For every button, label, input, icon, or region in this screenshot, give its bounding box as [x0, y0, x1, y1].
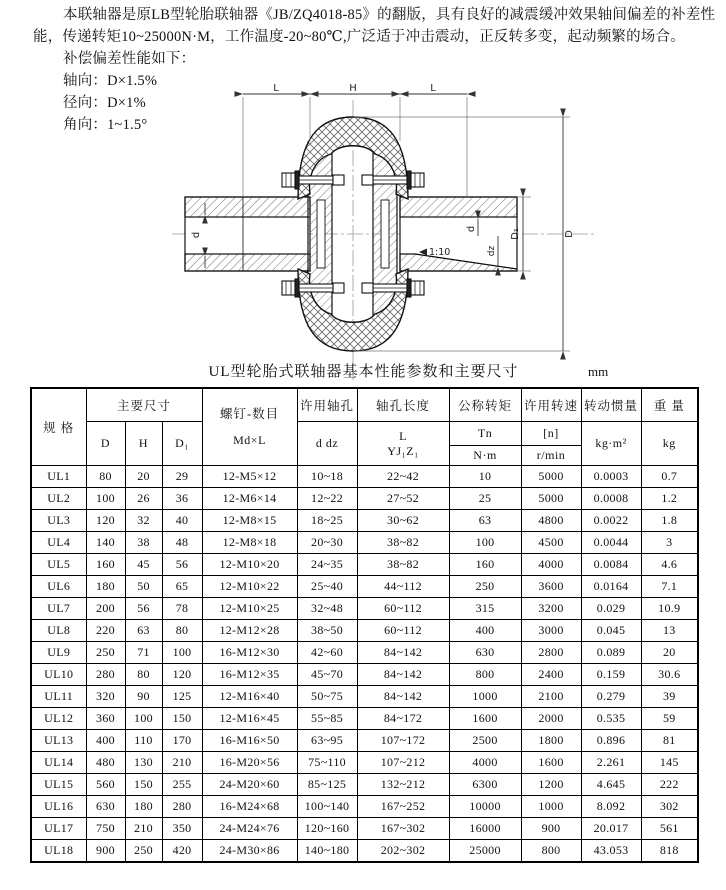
table-cell: 7.1: [641, 576, 698, 598]
table-cell: 120~160: [297, 818, 357, 840]
table-cell: 1600: [521, 752, 581, 774]
header-torque-sym: Tn: [449, 422, 521, 446]
table-row: [31, 708, 698, 730]
table-cell: 0.159: [581, 664, 641, 686]
table-cell: 38: [125, 532, 162, 554]
table-cell: 16-M16×50: [202, 730, 297, 752]
table-cell: 480: [86, 752, 125, 774]
table-cell: 24-M20×60: [202, 774, 297, 796]
table-cell: 4.645: [581, 774, 641, 796]
table-cell: 0.089: [581, 642, 641, 664]
table-cell: UL10: [31, 664, 86, 686]
table-cell: 78: [162, 598, 202, 620]
header-weight: 重 量: [641, 388, 698, 422]
table-cell: UL9: [31, 642, 86, 664]
right-hub: [400, 197, 517, 271]
table-cell: 10: [449, 466, 521, 488]
table-cell: 1800: [521, 730, 581, 752]
table-cell: 25000: [449, 840, 521, 863]
table-cell: 55~85: [297, 708, 357, 730]
table-cell: 1.8: [641, 510, 698, 532]
header-bore-len-l: L: [399, 428, 407, 443]
table-cell: 40: [162, 510, 202, 532]
table-cell: 29: [162, 466, 202, 488]
table-cell: 80: [86, 466, 125, 488]
table-row: [31, 774, 698, 796]
table-cell: 0.279: [581, 686, 641, 708]
table-cell: 0.535: [581, 708, 641, 730]
table-cell: 30.6: [641, 664, 698, 686]
table-cell: 4800: [521, 510, 581, 532]
table-cell: 12-M8×18: [202, 532, 297, 554]
table-cell: 107~172: [357, 730, 449, 752]
table-cell: 2000: [521, 708, 581, 730]
table-cell: 560: [86, 774, 125, 796]
table-cell: 5000: [521, 466, 581, 488]
table-cell: 24~35: [297, 554, 357, 576]
table-body: [31, 466, 698, 863]
header-d: D: [86, 422, 125, 466]
table-cell: 44~112: [357, 576, 449, 598]
table-cell: 800: [521, 840, 581, 863]
table-cell: 60~112: [357, 598, 449, 620]
table-cell: 84~142: [357, 642, 449, 664]
table-cell: 180: [86, 576, 125, 598]
table-cell: 4000: [521, 554, 581, 576]
header-screws: [202, 388, 297, 466]
table-cell: 210: [125, 818, 162, 840]
table-cell: 85~125: [297, 774, 357, 796]
table-cell: 900: [86, 840, 125, 863]
table-cell: 160: [449, 554, 521, 576]
table-row: [31, 752, 698, 774]
dim-label-l-left: L: [273, 84, 279, 94]
table-cell: 3600: [521, 576, 581, 598]
header-bore-sub: d dz: [297, 422, 357, 466]
table-row: [31, 576, 698, 598]
table-cell: 107~212: [357, 752, 449, 774]
table-cell: UL2: [31, 488, 86, 510]
table-cell: 400: [86, 730, 125, 752]
table-cell: 750: [86, 818, 125, 840]
table-cell: 0.0084: [581, 554, 641, 576]
table-cell: 22~42: [357, 466, 449, 488]
table-cell: 0.0008: [581, 488, 641, 510]
table-cell: 2.261: [581, 752, 641, 774]
table-cell: 167~302: [357, 818, 449, 840]
table-cell: 12-M10×25: [202, 598, 297, 620]
table-cell: 222: [641, 774, 698, 796]
table-cell: 4500: [521, 532, 581, 554]
table-cell: 10.9: [641, 598, 698, 620]
header-screws-sub: Md×L: [233, 433, 266, 447]
dim-label-h: H: [349, 84, 357, 94]
table-row: [31, 466, 698, 488]
header-speed: 许用转速: [521, 388, 581, 422]
table-cell: 60~112: [357, 620, 449, 642]
table-cell: 16-M20×56: [202, 752, 297, 774]
table-cell: 167~252: [357, 796, 449, 818]
table-cell: 250: [125, 840, 162, 863]
table-row: [31, 730, 698, 752]
table-cell: 220: [86, 620, 125, 642]
table-cell: 0.029: [581, 598, 641, 620]
table-cell: 130: [125, 752, 162, 774]
dim-label-dz: dz: [487, 245, 497, 257]
intro-line-3: 补偿偏差性能如下：: [63, 51, 196, 67]
table-cell: 56: [162, 554, 202, 576]
table-cell: 110: [125, 730, 162, 752]
header-spec: 规 格: [31, 388, 86, 466]
table-cell: 81: [641, 730, 698, 752]
table-cell: 1000: [449, 686, 521, 708]
table-cell: 2800: [521, 642, 581, 664]
table-row: [31, 840, 698, 863]
table-cell: 100~140: [297, 796, 357, 818]
table-cell: 20.017: [581, 818, 641, 840]
table-row: [31, 818, 698, 840]
table-cell: 10~18: [297, 466, 357, 488]
header-screws-title: 螺钉-数目: [219, 407, 280, 421]
table-cell: 12~22: [297, 488, 357, 510]
table-cell: 125: [162, 686, 202, 708]
table-cell: 800: [449, 664, 521, 686]
table-cell: 20: [125, 466, 162, 488]
table-cell: UL17: [31, 818, 86, 840]
table-cell: 25: [449, 488, 521, 510]
table-cell: 5000: [521, 488, 581, 510]
table-row: [31, 510, 698, 532]
table-cell: 140~180: [297, 840, 357, 863]
table-cell: 180: [125, 796, 162, 818]
table-cell: 280: [86, 664, 125, 686]
table-cell: 200: [86, 598, 125, 620]
table-cell: 100: [125, 708, 162, 730]
table-cell: 2100: [521, 686, 581, 708]
table-cell: 16-M24×68: [202, 796, 297, 818]
table-cell: 132~212: [357, 774, 449, 796]
table-cell: 140: [86, 532, 125, 554]
table-cell: 20~30: [297, 532, 357, 554]
table-row: [31, 664, 698, 686]
table-cell: 400: [449, 620, 521, 642]
dim-label-d-left: d: [191, 231, 202, 239]
table-row: [31, 686, 698, 708]
table-cell: UL4: [31, 532, 86, 554]
table-cell: 320: [86, 686, 125, 708]
table-cell: 0.045: [581, 620, 641, 642]
table-cell: 12-M8×15: [202, 510, 297, 532]
table-cell: 24-M24×76: [202, 818, 297, 840]
table-cell: 1000: [521, 796, 581, 818]
table-cell: 32: [125, 510, 162, 532]
header-bore-len-sub: [357, 422, 449, 466]
table-cell: 210: [162, 752, 202, 774]
table-row: [31, 488, 698, 510]
taper-label: 1:10: [429, 247, 451, 258]
table-row: [31, 796, 698, 818]
table-cell: 255: [162, 774, 202, 796]
table-cell: 27~52: [357, 488, 449, 510]
table-cell: 630: [86, 796, 125, 818]
table-cell: UL8: [31, 620, 86, 642]
dim-label-d-outer: D: [564, 230, 575, 238]
table-cell: 630: [449, 642, 521, 664]
table-cell: 63: [449, 510, 521, 532]
table-cell: UL3: [31, 510, 86, 532]
table-cell: 6300: [449, 774, 521, 796]
table-cell: 4000: [449, 752, 521, 774]
header-h: H: [125, 422, 162, 466]
table-cell: 0.0003: [581, 466, 641, 488]
table-cell: 26: [125, 488, 162, 510]
header-d1: D₁: [162, 422, 202, 466]
table-title-row: [30, 361, 697, 387]
table-cell: 3000: [521, 620, 581, 642]
coupling-section-drawing: [170, 84, 610, 386]
table-cell: 0.0164: [581, 576, 641, 598]
table-cell: 12-M16×40: [202, 686, 297, 708]
table-title: UL型轮胎式联轴器基本性能参数和主要尺寸: [208, 364, 519, 380]
table-cell: 38~82: [357, 554, 449, 576]
table-cell: UL12: [31, 708, 86, 730]
table-cell: 1200: [521, 774, 581, 796]
table-cell: 100: [162, 642, 202, 664]
table-cell: 75~110: [297, 752, 357, 774]
table-cell: 45~70: [297, 664, 357, 686]
table-cell: 90: [125, 686, 162, 708]
header-torque: 公称转矩: [449, 388, 521, 422]
intro-line-1: 本联轴器是原LB型轮胎联轴器《JB/ZQ4018-85》的翻版，具有良好的减震缓冲效果轴间偏差的补差性: [63, 7, 716, 23]
left-hub: [185, 197, 310, 271]
table-cell: 420: [162, 840, 202, 863]
table-cell: 12-M10×22: [202, 576, 297, 598]
table-cell: 0.0044: [581, 532, 641, 554]
header-inertia: 转动惯量: [581, 388, 641, 422]
header-main-dims: 主要尺寸: [86, 388, 202, 422]
table-cell: 16000: [449, 818, 521, 840]
header-torque-unit: N·m: [449, 446, 521, 466]
table-row: [31, 620, 698, 642]
table-cell: 63~95: [297, 730, 357, 752]
table-cell: 3: [641, 532, 698, 554]
table-cell: 42~60: [297, 642, 357, 664]
table-row: [31, 554, 698, 576]
table-cell: 39: [641, 686, 698, 708]
intro-line-2: 能，传递转矩10~25000N·M，工作温度-20~80℃,广泛适于冲击震动，正反转多变，起动频繁的场合。: [33, 29, 685, 45]
header-bore-len-yjz: YJ₁Z₁: [387, 443, 419, 458]
table-cell: 1600: [449, 708, 521, 730]
dim-label-d-right: d: [466, 225, 477, 233]
table-cell: UL13: [31, 730, 86, 752]
table-cell: 45: [125, 554, 162, 576]
table-cell: 100: [86, 488, 125, 510]
table-cell: 8.092: [581, 796, 641, 818]
table-row: [31, 642, 698, 664]
table-cell: UL16: [31, 796, 86, 818]
intro-line-5: 径向：D×1%: [63, 95, 146, 111]
table-cell: 20: [641, 642, 698, 664]
table-cell: 2500: [449, 730, 521, 752]
header-speed-unit: r/min: [521, 446, 581, 466]
table-cell: 38~82: [357, 532, 449, 554]
table-cell: UL15: [31, 774, 86, 796]
table-cell: UL1: [31, 466, 86, 488]
table-cell: 302: [641, 796, 698, 818]
table-cell: 250: [86, 642, 125, 664]
table-cell: 18~25: [297, 510, 357, 532]
table-cell: UL11: [31, 686, 86, 708]
table-cell: 0.896: [581, 730, 641, 752]
table-cell: 145: [641, 752, 698, 774]
table-cell: 360: [86, 708, 125, 730]
header-bore: 许用轴孔: [297, 388, 357, 422]
table-cell: 10000: [449, 796, 521, 818]
table-cell: 4.6: [641, 554, 698, 576]
table-row: [31, 532, 698, 554]
table-cell: 3200: [521, 598, 581, 620]
table-cell: 561: [641, 818, 698, 840]
table-cell: 900: [521, 818, 581, 840]
table-cell: 80: [162, 620, 202, 642]
spec-table-section: [30, 361, 697, 863]
table-cell: 12-M10×20: [202, 554, 297, 576]
dim-label-l-right: L: [430, 84, 436, 94]
table-cell: 0.7: [641, 466, 698, 488]
table-cell: 84~142: [357, 686, 449, 708]
table-cell: 63: [125, 620, 162, 642]
table-cell: 315: [449, 598, 521, 620]
table-cell: 30~62: [357, 510, 449, 532]
table-cell: UL6: [31, 576, 86, 598]
table-cell: 12-M16×45: [202, 708, 297, 730]
table-cell: 84~142: [357, 664, 449, 686]
table-cell: 120: [86, 510, 125, 532]
table-cell: 12-M6×14: [202, 488, 297, 510]
table-cell: 202~302: [357, 840, 449, 863]
table-header: [31, 388, 698, 466]
table-cell: 0.0022: [581, 510, 641, 532]
table-cell: 150: [125, 774, 162, 796]
table-cell: 32~48: [297, 598, 357, 620]
table-cell: 2400: [521, 664, 581, 686]
table-cell: 12-M12×28: [202, 620, 297, 642]
table-cell: 100: [449, 532, 521, 554]
intro-line-4: 轴向：D×1.5%: [63, 73, 158, 89]
table-cell: 50~75: [297, 686, 357, 708]
table-cell: 13: [641, 620, 698, 642]
table-cell: 16-M12×30: [202, 642, 297, 664]
table-cell: 250: [449, 576, 521, 598]
table-row: [31, 598, 698, 620]
table-cell: 71: [125, 642, 162, 664]
table-cell: UL14: [31, 752, 86, 774]
table-cell: 25~40: [297, 576, 357, 598]
table-cell: 59: [641, 708, 698, 730]
table-cell: 160: [86, 554, 125, 576]
table-cell: 16-M12×35: [202, 664, 297, 686]
table-cell: 818: [641, 840, 698, 863]
table-cell: 48: [162, 532, 202, 554]
table-cell: 170: [162, 730, 202, 752]
intro-line-6: 角向：1~1.5°: [63, 117, 148, 133]
table-cell: 80: [125, 664, 162, 686]
header-speed-sym: [n]: [521, 422, 581, 446]
table-cell: UL7: [31, 598, 86, 620]
table-cell: 280: [162, 796, 202, 818]
table-cell: 84~172: [357, 708, 449, 730]
header-weight-unit: kg: [641, 422, 698, 466]
table-unit: mm: [588, 364, 609, 379]
table-cell: 43.053: [581, 840, 641, 863]
table-cell: 120: [162, 664, 202, 686]
table-cell: 56: [125, 598, 162, 620]
table-cell: 24-M30×86: [202, 840, 297, 863]
table-cell: 38~50: [297, 620, 357, 642]
table-cell: 50: [125, 576, 162, 598]
table-cell: UL18: [31, 840, 86, 863]
table-cell: UL5: [31, 554, 86, 576]
table-cell: 12-M5×12: [202, 466, 297, 488]
table-cell: 350: [162, 818, 202, 840]
table-cell: 65: [162, 576, 202, 598]
spec-table: [30, 387, 699, 863]
header-inertia-unit: kg·m²: [581, 422, 641, 466]
table-cell: 150: [162, 708, 202, 730]
table-cell: 1.2: [641, 488, 698, 510]
table-cell: 36: [162, 488, 202, 510]
dim-label-d1: D₁: [510, 228, 521, 240]
header-bore-len: 轴孔长度: [357, 388, 449, 422]
